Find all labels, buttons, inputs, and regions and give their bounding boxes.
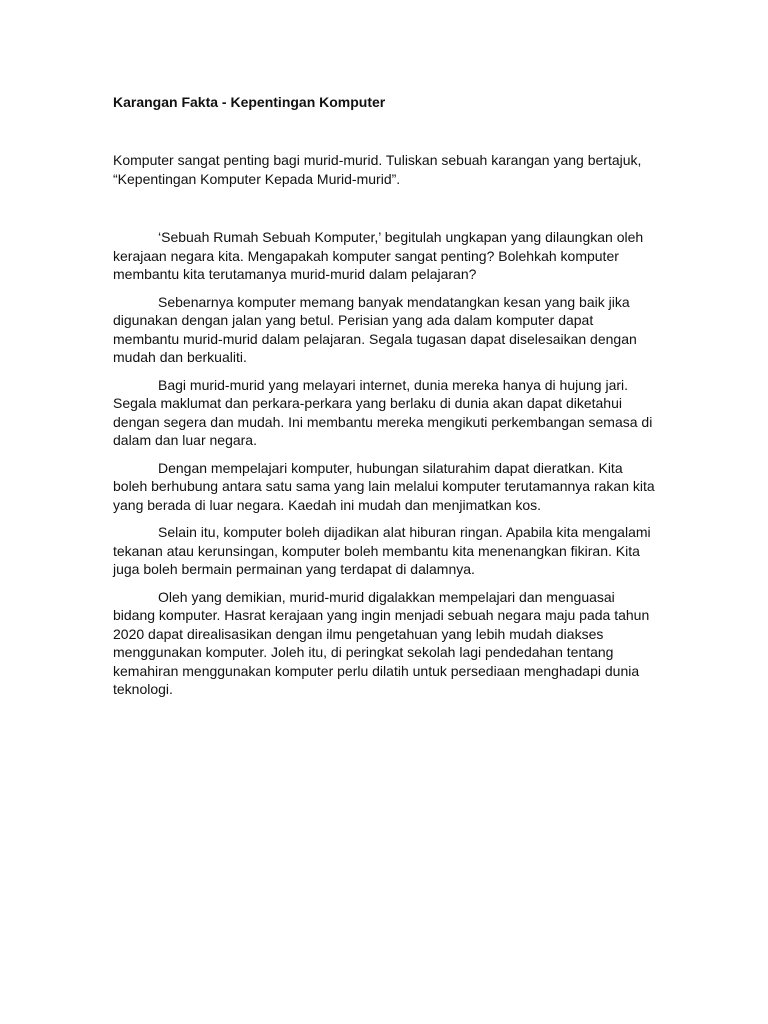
essay-body xyxy=(113,228,658,708)
essay-paragraph-6: Oleh yang demikian, murid-murid digalakkan mempelajari dan menguasai bidang komputer. Hasrat kerajaan yang ingin menjadi sebuah negara maju pada tahun 2020 dapat direalisasikan dengan ilmu pengetahuan yang lebih mudah diakses menggunakan komputer. Joleh itu, di peringkat sekolah lagi pendedahan tentang kemahiran menggunakan komputer perlu dilatih untuk persediaan menghadapi dunia teknologi. xyxy=(113,588,650,697)
essay-prompt: Komputer sangat penting bagi murid-murid. Tuliskan sebuah karangan yang bertajuk, “Kepentingan Komputer Kepada Murid-murid”. xyxy=(113,152,642,187)
essay-paragraph-3: Bagi murid-murid yang melayari internet, dunia mereka hanya di hujung jari. Segala maklumat dan perkara-perkara yang berlaku di dunia akan dapat diketahui dengan segera dan mudah. Ini membantu mereka mengikuti perkembangan semasa di dalam dan luar negara. xyxy=(113,376,653,448)
document-title: Karangan Fakta - Kepentingan Komputer xyxy=(113,94,386,110)
essay-paragraph-1: ‘Sebuah Rumah Sebuah Komputer,’ begitulah ungkapan yang dilaungkan oleh kerajaan negara kita. Mengapakah komputer sangat penting? Bolehkah komputer membantu kita terutamanya murid-murid dalam pelajaran? xyxy=(113,229,644,282)
essay-paragraph-2: Sebenarnya komputer memang banyak mendatangkan kesan yang baik jika digunakan dengan jalan yang betul. Perisian yang ada dalam komputer dapat membantu murid-murid dalam pelajaran. Segala tugasan dapat diselesaikan dengan mudah dan berkualiti. xyxy=(113,293,637,365)
essay-paragraph-4: Dengan mempelajari komputer, hubungan silaturahim dapat dieratkan. Kita boleh berhubung antara satu sama yang lain melalui komputer terutamannya rakan kita yang berada di luar negara. Kaedah ini mudah dan menjimatkan kos. xyxy=(113,459,655,513)
essay-paragraph-5: Selain itu, komputer boleh dijadikan alat hiburan ringan. Apabila kita mengalami tekanan atau kerunsingan, komputer boleh membantu kita menenangkan fikiran. Kita juga boleh bermain permainan yang terdapat di dalamnya. xyxy=(113,524,651,577)
